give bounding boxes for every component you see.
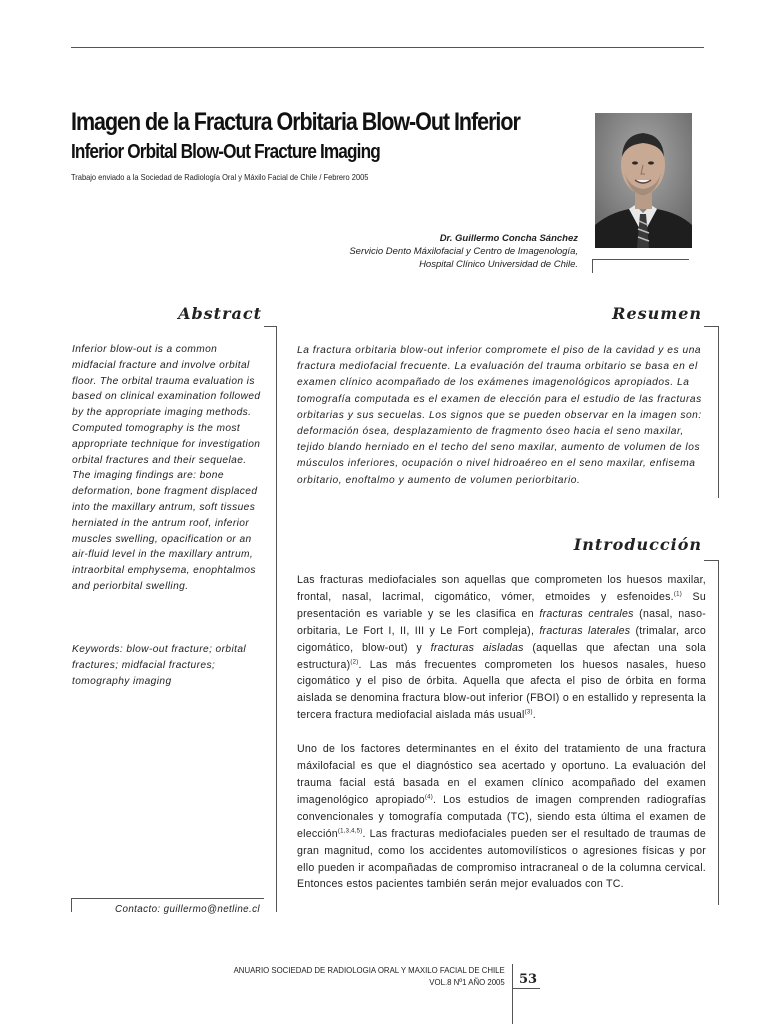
contact-email: Contacto: guillermo@netline.cl: [115, 904, 261, 915]
abstract-heading: Abstract: [178, 304, 262, 323]
author-photo: [595, 113, 692, 248]
abstract-keywords: Keywords: blow-out fracture; orbital fractures; midfacial fractures; tomography imaging: [72, 644, 247, 687]
intro-paragraph-1: Las fracturas mediofaciales son aquellas que comprometen los huesos maxilar, frontal, nasal, lacrimal, cigomático, vómer, etmoides y esfenoides.$^{(1)}$ Su presentación es variable y se les clasifica en fracturas centrales (nasal, naso-orbitaria, Le Fort I, II, III y Le Fort compleja), fracturas laterales (trimalar, arco cigomático, blow-out) y fracturas aisladas (aquellas que afectan una sola estructura)$^{(2)}$. Las más frecuentes comprometen los huesos nasales, hueso cigomático y el piso de órbita. Aquella que afecta el piso de órbita en forma aislada se denomina fractura blow-out inferior (FBOI) o en estallido y representa la tercera fractura mediofacial aislada más usual$^{(3)}$.: [297, 574, 707, 722]
author-name: Dr. Guillermo Concha Sánchez: [439, 233, 578, 244]
intro-bracket-horizontal: [704, 560, 718, 561]
contact-bracket-vertical: [71, 898, 72, 912]
intro-paragraph-2: Uno de los factores determinantes en el éxito del tratamiento de una fractura máxilofacial es que el diagnóstico sea acertado y oportuno. La evaluación del trauma facial está basada en el examen clínico acompañado del examen imagenológico apropiado$^{(4)}$. Los estudios de imagen comprenden radiografías convencionales y tomografía computada (TC), siendo esta última el examen de elección$^{(1,3,4,5)}$. Las fracturas mediofaciales pueden ser el resultado de traumas de gran magnitud, como los accidentes automovilísticos o agresiones físicas y por ello pueden ir acompañadas de compromiso intracraneal o de la columna cervical. Entonces estos pacientes también serán mejor evaluados con TC.: [297, 743, 706, 891]
top-rule: [71, 47, 704, 48]
author-portrait-image: [595, 113, 692, 248]
introduccion-body: [297, 572, 706, 893]
introduccion-heading: Introducción: [573, 535, 702, 554]
abstract-bracket-vertical: [276, 326, 277, 912]
resumen-bracket-vertical: [718, 326, 719, 498]
abstract-bracket-horizontal: [264, 326, 276, 327]
page-number-bracket-horizontal: [512, 988, 540, 989]
author-affiliation-line2: Hospital Clínico Universidad de Chile.: [419, 259, 578, 270]
submission-note: Trabajo enviado a la Sociedad de Radiología Oral y Máxilo Facial de Chile / Febrero 2005: [71, 172, 369, 182]
abstract-text: Inferior blow-out is a common midfacial fracture and involve orbital floor. The orbital trauma evaluation is based on clinical examination followed by the appropriate imaging methods. Computed tomography is the most appropriate technique for investigation orbital fractures and their sequelae. The imaging findings are: bone deformation, bone fragment displaced into the maxillary antrum, soft tissues herniated in the antrum roof, inferior muscles swelling, opacification or an air-fluid level in the maxillary antrum, intraorbital emphysema, enophtalmos and periorbital swelling.: [72, 344, 261, 592]
article-subtitle: Inferior Orbital Blow-Out Fracture Imaging: [71, 141, 380, 163]
author-bracket-horizontal: [592, 259, 689, 260]
journal-name: ANUARIO SOCIEDAD DE RADIOLOGIA ORAL Y MAXILO FACIAL DE CHILE: [233, 965, 505, 975]
intro-bracket-vertical: [718, 560, 719, 905]
contact-bracket-horizontal: [71, 898, 264, 899]
page-number: 53: [519, 972, 538, 987]
author-block: [349, 232, 578, 271]
journal-volume: VOL.8 Nº1 AÑO 2005: [429, 977, 505, 987]
journal-footer: [234, 964, 505, 988]
author-bracket-vertical: [592, 259, 593, 273]
resumen-bracket-horizontal: [704, 326, 718, 327]
page-number-bracket-vertical: [512, 964, 513, 1024]
article-title: Imagen de la Fractura Orbitaria Blow-Out Inferior: [71, 108, 520, 136]
resumen-heading: Resumen: [612, 304, 702, 323]
author-affiliation-line1: Servicio Dento Máxilofacial y Centro de Imagenología,: [349, 246, 578, 257]
resumen-text: La fractura orbitaria blow-out inferior compromete el piso de la cavidad y es una fractura mediofacial frecuente. La evaluación del trauma orbitario se basa en el examen clínico acompañado de los exámenes imagenológicos apropiados. La tomografía computada es el examen de elección para el estudio de las fracturas orbitarias y sus secuelas. Los signos que se pueden observar en la imagen son: deformación ósea, desplazamiento de fragmento óseo hacia el seno maxilar, tejido blando herniado en el techo del seno maxilar, aumento de volumen de los músculos inferiores, ocupación o nivel hidroaéreo en el seno maxilar, enfisema orbitario, enoftalmo y aumento de volumen periorbitario.: [297, 345, 702, 486]
